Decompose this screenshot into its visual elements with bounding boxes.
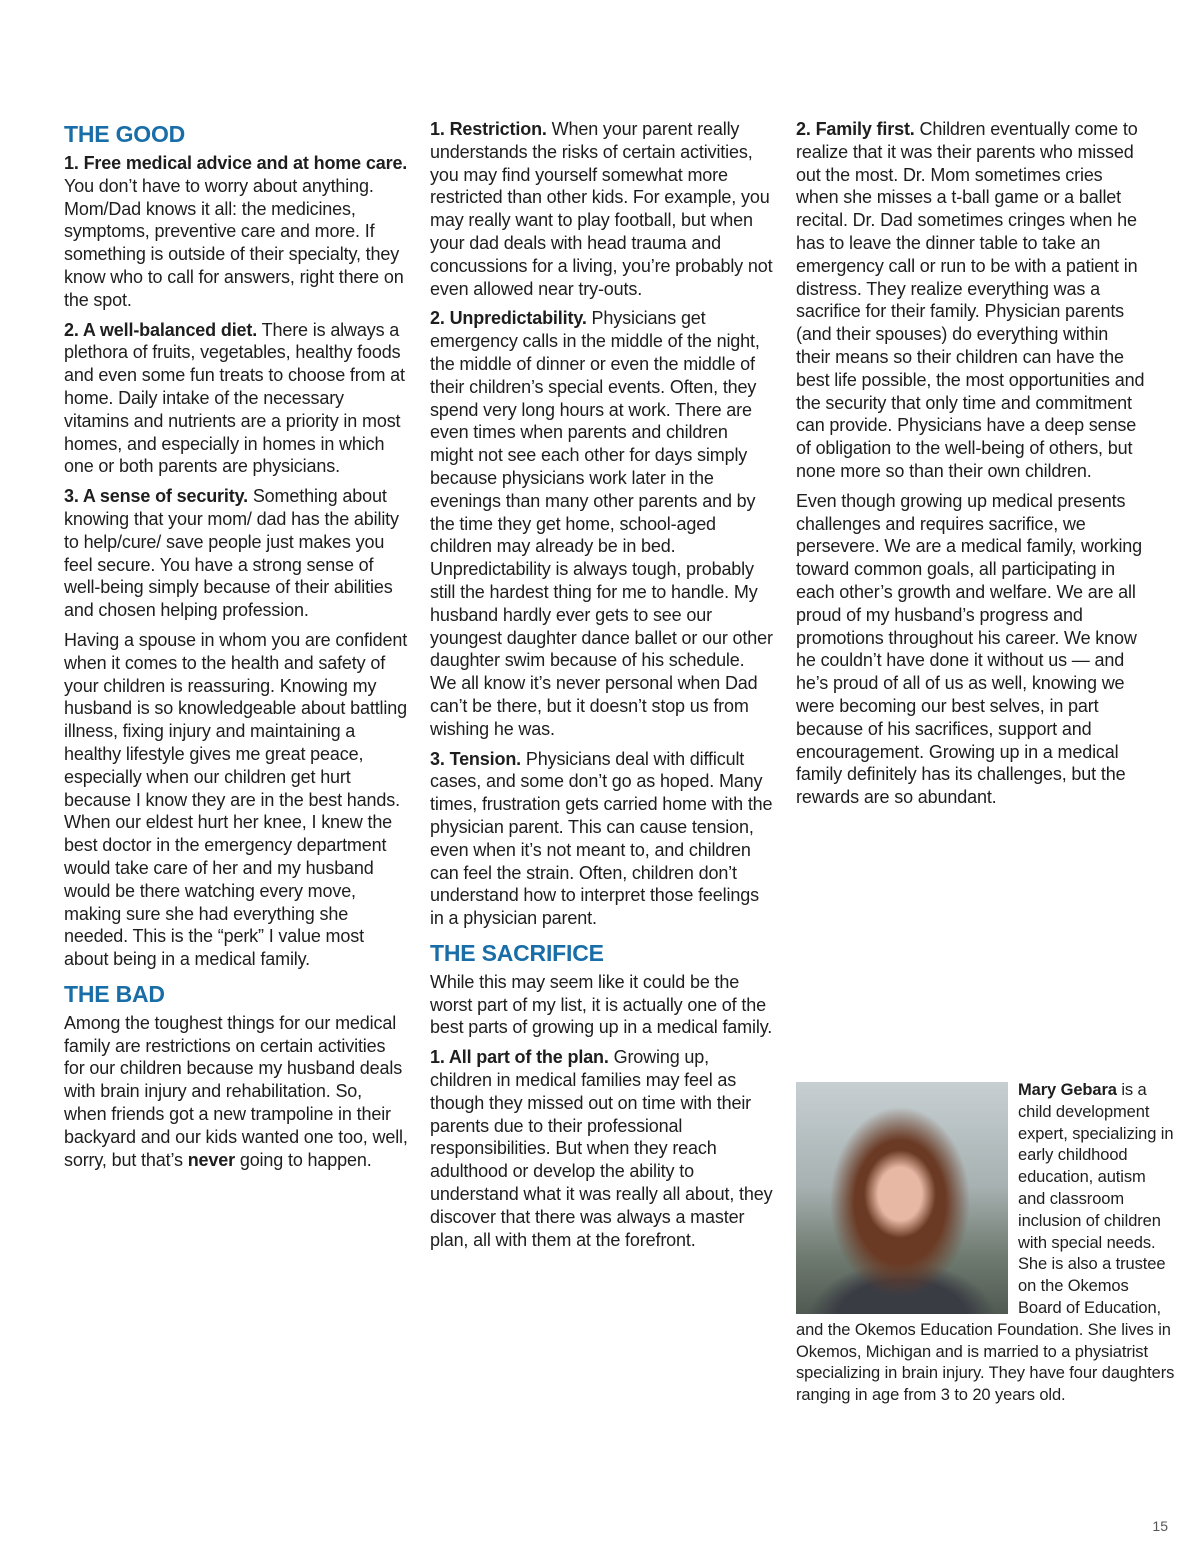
heading-the-good: THE GOOD — [64, 121, 186, 147]
page-number: 15 — [1152, 1518, 1168, 1534]
bad-item-1: 1. Restriction. When your parent really understands the risks of certain activities, you may find yourself somewhat more restricted than other kids. For example, you may really want to play football, but when your dad deals with head trauma and concussions for a living, you’re probably not even allowed near try-outs. — [430, 119, 773, 299]
column-3 — [796, 118, 1146, 816]
column-1 — [64, 118, 409, 1178]
author-bio — [796, 1080, 1176, 1407]
bad-item-2: 2. Unpredictability. Physicians get emergency calls in the middle of the night, the middle of dinner or even the middle of their children’s special events. Often, they spend very long hours at work. There are even times when parents and children might not see each other for days simply because physicians work later in the evenings than many other parents and by the time they get home, school-aged children may already be in bed. Unpredictability is always tough, probably still the hardest thing for me to handle. My husband hardly ever gets to see our youngest daughter dance ballet or our other daughter swim because of his schedule. We all know it’s never personal when Dad can’t be there, but it doesn’t stop us from wishing he was. — [430, 308, 773, 739]
sacrifice-item-2: 2. Family first. Children eventually come to realize that it was their parents who missed out the most. Dr. Mom sometimes cries when she misses a t-ball game or a ballet recital. Dr. Dad sometimes cringes when he has to leave the dinner table to take an emergency call or run to be with a patient in distress. They realize everything was a sacrifice for their family. Physician parents (and their spouses) do everything within their means so their children can have the best life possible, the most opportunities and the security that only time and commitment can provide. Physicians have a deep sense of obligation to the well-being of others, but none more so than their own children. — [796, 119, 1145, 481]
good-item-1: 1. Free medical advice and at home care. You don’t have to worry about anything. Mom/Dad knows it all: the medicines, symptoms, preventive care and more. If something is outside of their specialty, they know who to call for answers, right there on the spot. — [64, 153, 408, 310]
author-photo — [796, 1082, 1008, 1314]
bad-item-3: 3. Tension. Physicians deal with difficult cases, and some don’t go as hoped. Many times, frustration gets carried home with the physician parent. This can cause tension, even when it’s not meant to, and children can feel the strain. Often, children don’t understand how to interpret those feelings in a physician parent. — [430, 748, 773, 929]
sacrifice-intro: While this may seem like it could be the worst part of my list, it is actually one of the best parts of growing up in a medical family. — [430, 971, 773, 1038]
column-2 — [430, 118, 775, 1258]
author-name: Mary Gebara — [1018, 1081, 1117, 1099]
author-bio-text: Mary Gebara is a child development expert, specializing in early childhood education, autism and classroom inclusion of children with special needs. She is also a trustee on the Okemos Board of Education, and the Okemos Education Foundation. She lives in Okemos, Michigan and is married to a physiatrist specializing in brain injury. They have four daughters ranging in age from 3 to 20 years old. — [796, 1081, 1175, 1405]
good-item-3: 3. A sense of security. Something about knowing that your mom/ dad has the ability to help/cure/ save people just makes you feel secure. You have a strong sense of well-being simply because of their abilities and chosen helping profession. — [64, 486, 399, 621]
sacrifice-item-1: 1. All part of the plan. Growing up, children in medical families may feel as though they missed out on time with their parents due to their professional responsibilities. But when they reach adulthood or develop the ability to understand what it was really all about, they discover that there was always a master plan, all with them at the forefront. — [430, 1047, 773, 1250]
heading-the-bad: THE BAD — [64, 980, 165, 1007]
heading-the-sacrifice: THE SACRIFICE — [430, 939, 604, 966]
closing-paragraph: Even though growing up medical presents challenges and requires sacrifice, we persevere. We are a medical family, working toward common goals, all participating in each other’s growth and welfare. We are all proud of my husband’s progress and promotions throughout his career. We know he couldn’t have done it without us — and he’s proud of all of us as well, knowing we were becoming our best selves, in part because of his sacrifices, support and encouragement. Growing up in a medical family definitely has its challenges, but the rewards are so abundant. — [796, 490, 1143, 808]
good-item-2: 2. A well-balanced diet. There is always a plethora of fruits, vegetables, healthy foods and even some fun treats to choose from at home. Daily intake of the necessary vitamins and nutrients are a priority in most homes, and especially in homes in which one or both parents are physicians. — [64, 319, 405, 477]
spouse-paragraph: Having a spouse in whom you are confident when it comes to the health and safety of your children is reassuring. Knowing my husband is so knowledgeable about battling illness, fixing injury and maintaining a healthy lifestyle gives me great peace, especially when our children get hurt because I know they are in the best hands. When our eldest hurt her knee, I knew the best doctor in the emergency department would take care of her and my husband would be there watching every move, making sure she had everything she needed. This is the “perk” I value most about being in a medical family. — [64, 629, 408, 970]
bad-intro-paragraph: Among the toughest things for our medical family are restrictions on certain activities for our children because my husband deals with brain injury and rehabilitation. So, when friends got a new trampoline in their backyard and our kids wanted one too, well, sorry, but that’s never going to happen. — [64, 1012, 408, 1170]
